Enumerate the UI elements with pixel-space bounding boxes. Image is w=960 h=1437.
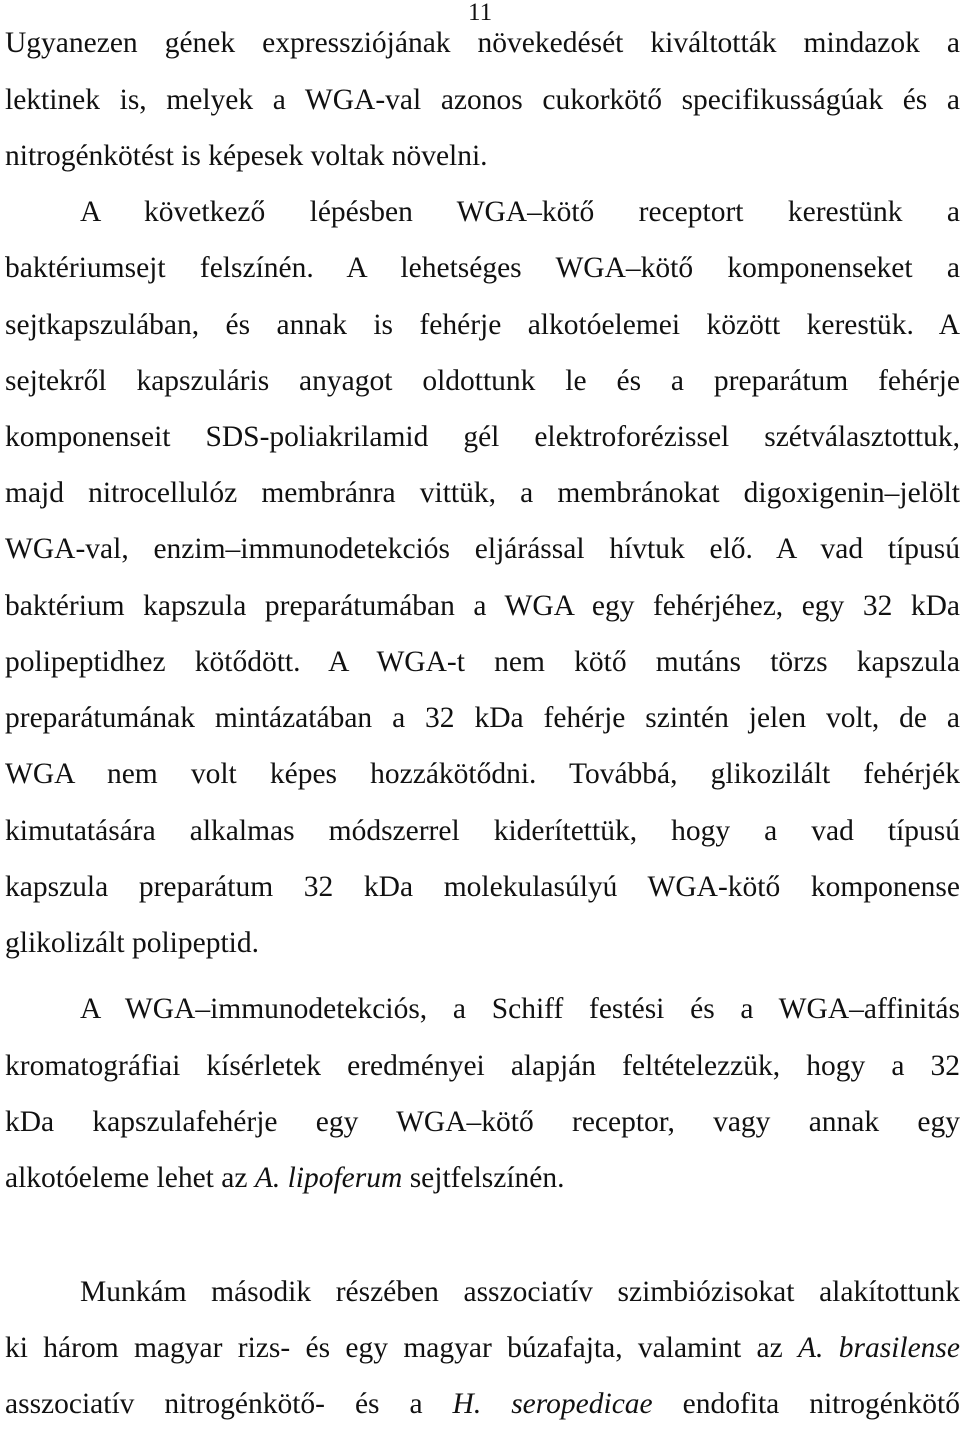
text-line <box>5 813 960 849</box>
text-segment: alkotóeleme lehet az <box>5 1162 255 1194</box>
text-segment: WGA-val, enzim–immunodetekciós eljárással hívtuk elő. A vad típusú <box>5 533 960 565</box>
text-segment: sejtkapszulában, és annak is fehérje alkotóelemei között kerestük. A <box>5 309 960 341</box>
text-line <box>5 1330 960 1366</box>
text-segment: komponenseit SDS-poliakrilamid gél elektroforézissel szétválasztottuk, <box>5 421 960 453</box>
text-line <box>5 82 960 118</box>
page-number: 11 <box>468 0 493 26</box>
text-line <box>5 1386 960 1422</box>
text-line <box>5 588 960 624</box>
text-line <box>5 475 960 511</box>
text-segment: kapszula preparátum 32 kDa molekulasúlyú WGA-kötő komponense <box>5 871 960 903</box>
text-segment: glikolizált polipeptid. <box>5 927 259 959</box>
text-segment: WGA nem volt képes hozzákötődni. Továbbá, glikozilált fehérjék <box>5 758 960 790</box>
text-line <box>5 25 960 61</box>
text-segment: majd nitrocellulóz membránra vittük, a membránokat digoxigenin–jelölt <box>5 477 960 509</box>
text-line <box>5 1048 960 1084</box>
text-segment: Ugyanezen gének expressziójának növekedését kiváltották mindazok a <box>5 27 960 59</box>
text-line <box>5 250 960 286</box>
italic-term: H. seropedicae <box>452 1388 653 1420</box>
text-segment: Munkám második részében asszociatív szimbiózisokat alakítottunk <box>80 1276 960 1308</box>
text-line <box>5 531 960 567</box>
text-segment: kromatográfiai kísérletek eredményei alapján feltételezzük, hogy a 32 <box>5 1050 960 1082</box>
text-line <box>5 700 960 736</box>
text-line <box>5 756 960 792</box>
text-segment: sejtekről kapszuláris anyagot oldottunk le és a preparátum fehérje <box>5 365 960 397</box>
text-segment: asszociatív nitrogénkötő- és a <box>5 1388 453 1420</box>
text-segment: lektinek is, melyek a WGA-val azonos cukorkötő specifikusságúak és a <box>5 84 960 116</box>
text-segment: sejtfelszínén. <box>402 1162 565 1194</box>
text-line <box>5 1104 960 1140</box>
text-segment: endofita nitrogénkötő <box>652 1388 960 1420</box>
text-segment: nitrogénkötést is képesek voltak növelni. <box>5 140 488 172</box>
text-line <box>80 1274 960 1310</box>
text-line <box>80 991 960 1027</box>
text-line <box>5 307 960 343</box>
text-line <box>5 419 960 455</box>
text-line <box>5 869 960 905</box>
text-line <box>5 138 960 174</box>
text-line <box>5 925 960 961</box>
text-segment: baktérium kapszula preparátumában a WGA egy fehérjéhez, egy 32 kDa <box>5 590 960 622</box>
italic-term: A. brasilense <box>798 1332 960 1364</box>
text-segment: A következő lépésben WGA–kötő receptort kerestünk a <box>80 196 960 228</box>
text-segment: preparátumának mintázatában a 32 kDa fehérje szintén jelen volt, de a <box>5 702 960 734</box>
text-segment: baktériumsejt felszínén. A lehetséges WGA–kötő komponenseket a <box>5 252 960 284</box>
text-segment: kimutatására alkalmas módszerrel kiderítettük, hogy a vad típusú <box>5 815 960 847</box>
italic-term: A. lipoferum <box>254 1162 403 1194</box>
text-line <box>5 363 960 399</box>
text-segment: ki három magyar rizs- és egy magyar búzafajta, valamint az <box>5 1332 798 1364</box>
text-line <box>5 1160 960 1196</box>
text-line <box>5 644 960 680</box>
text-segment: kDa kapszulafehérje egy WGA–kötő receptor, vagy annak egy <box>5 1106 960 1138</box>
text-segment: polipeptidhez kötődött. A WGA-t nem kötő mutáns törzs kapszula <box>5 646 960 678</box>
text-segment: A WGA–immunodetekciós, a Schiff festési és a WGA–affinitás <box>80 993 960 1025</box>
text-line <box>80 194 960 230</box>
